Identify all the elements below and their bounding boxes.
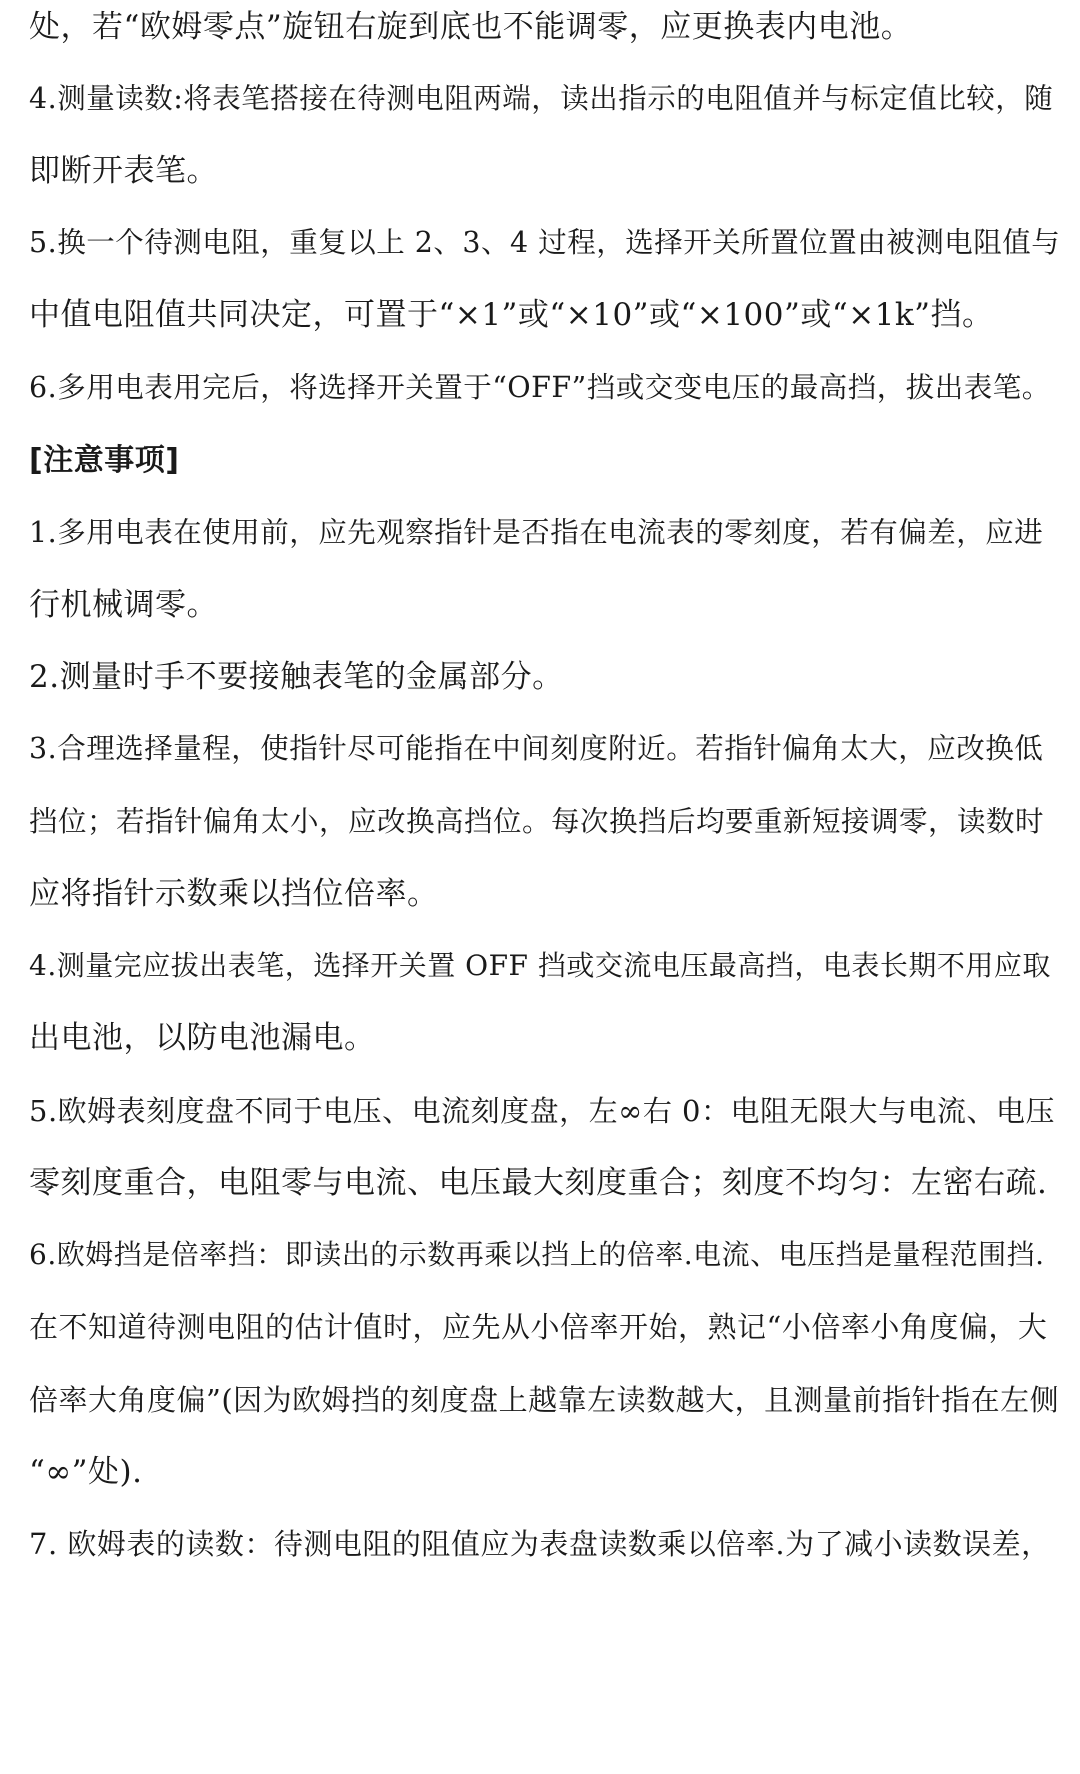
text-line-2: 4.测量读数:将表笔搭接在待测电阻两端，读出指示的电阻值并与标定值比较，随 (29, 82, 1054, 115)
text-line-4: 5.换一个待测电阻，重复以上 2、3、4 过程，选择开关所置位置由被测电阻值与 (29, 226, 1061, 259)
text-line-5: 中值电阻值共同决定，可置于“×1”或“×10”或“×100”或“×1k”挡。 (29, 297, 994, 333)
text-line-10: 2.测量时手不要接触表笔的金属部分。 (29, 659, 564, 695)
text-line-21: “∞”处). (29, 1454, 143, 1490)
text-line-8: 1.多用电表在使用前，应先观察指针是否指在电流表的零刻度，若有偏差，应进 (29, 516, 1044, 549)
section-heading-notes: [注意事项] (29, 443, 180, 478)
text-line-11: 3.合理选择量程，使指针尽可能指在中间刻度附近。若指针偏角太大，应改换低 (29, 732, 1044, 765)
text-line-17: 零刻度重合，电阻零与电流、电压最大刻度重合；刻度不均匀：左密右疏. (29, 1165, 1048, 1201)
text-line-9: 行机械调零。 (29, 587, 218, 623)
text-line-13: 应将指针示数乘以挡位倍率。 (29, 876, 439, 912)
text-line-16: 5.欧姆表刻度盘不同于电压、电流刻度盘，左∞右 0：电阻无限大与电流、电压 (29, 1094, 1055, 1128)
text-line-20: 倍率大角度偏”(因为欧姆挡的刻度盘上越靠左读数越大，且测量前指针指在左侧 (29, 1383, 1060, 1417)
text-line-12: 挡位；若指针偏角太小，应改换高挡位。每次换挡后均要重新短接调零，读数时 (29, 805, 1045, 838)
text-line-14: 4.测量完应拔出表笔，选择开关置 OFF 挡或交流电压最高挡，电表长期不用应取 (29, 949, 1051, 982)
text-line-22: 7. 欧姆表的读数：待测电阻的阻值应为表盘读数乘以倍率.为了减小读数误差， (29, 1527, 1051, 1561)
text-line-6: 6.多用电表用完后，将选择开关置于“OFF”挡或交变电压的最高挡，拔出表笔。 (29, 371, 1051, 404)
text-line-18: 6.欧姆挡是倍率挡：即读出的示数再乘以挡上的倍率.电流、电压挡是量程范围挡. (29, 1238, 1045, 1271)
text-line-1: 处，若“欧姆零点”旋钮右旋到底也不能调零，应更换表内电池。 (29, 9, 913, 45)
text-line-3: 即断开表笔。 (29, 153, 218, 189)
text-line-15: 出电池，以防电池漏电。 (29, 1020, 376, 1056)
text-line-19: 在不知道待测电阻的估计值时，应先从小倍率开始，熟记“小倍率小角度偏，大 (29, 1310, 1048, 1344)
